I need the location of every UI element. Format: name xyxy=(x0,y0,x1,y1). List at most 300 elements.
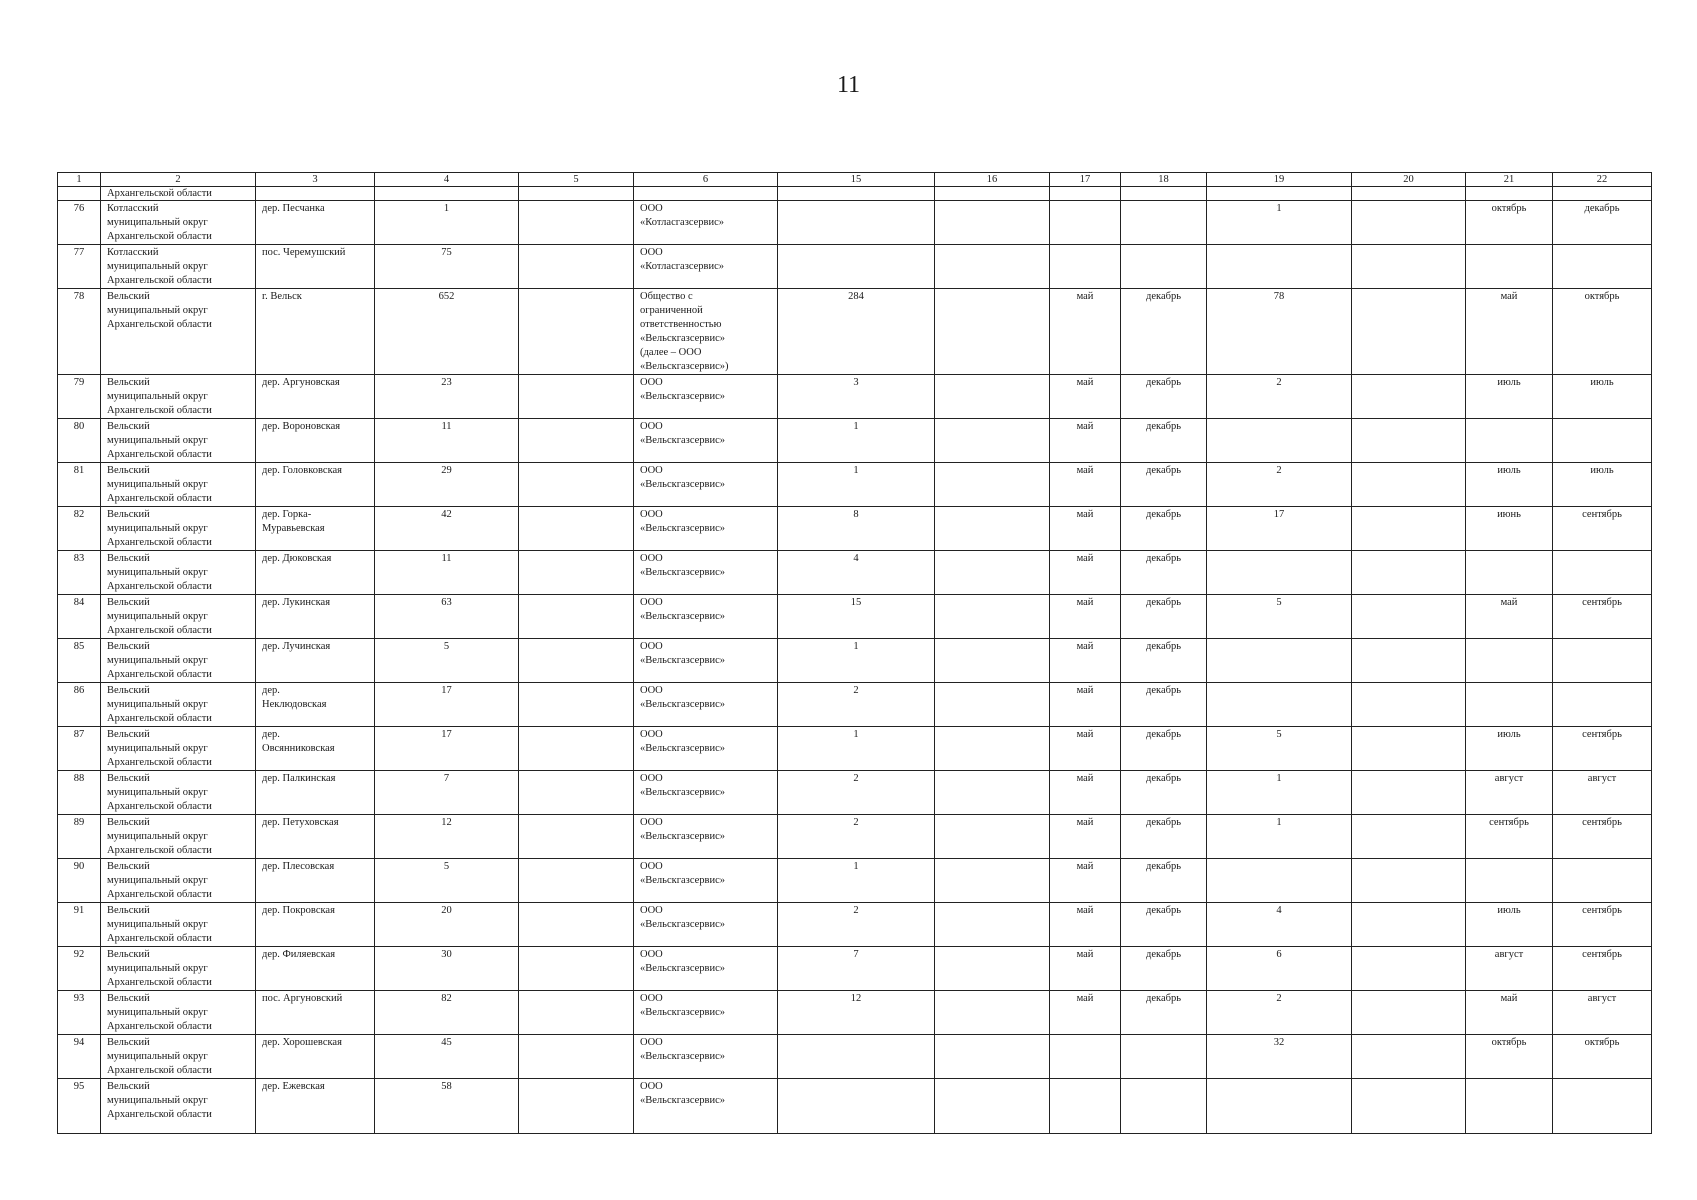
table-cell-col-16 xyxy=(935,727,1050,771)
cell-text: декабрь xyxy=(1146,993,1181,1004)
table-cell-col-5 xyxy=(519,771,634,815)
table-cell-col-22 xyxy=(1553,639,1652,683)
table-cell-col-20 xyxy=(1352,947,1466,991)
table-cell-col-19 xyxy=(1207,507,1352,551)
cell-text: август xyxy=(1494,949,1524,960)
table-cell-col-4 xyxy=(375,507,519,551)
cell-text: декабрь xyxy=(1146,421,1181,432)
cell-text: май xyxy=(1076,553,1094,564)
table-cell-col-15 xyxy=(778,1035,935,1079)
table-cell-col-22 xyxy=(1553,463,1652,507)
cell-text: 4 xyxy=(443,174,450,185)
cell-text: ООО «Вельскгазсервис» xyxy=(640,993,726,1018)
table-cell-col-18 xyxy=(1121,683,1207,727)
table-cell-col-22 xyxy=(1553,419,1652,463)
cell-text: 5 xyxy=(443,861,450,872)
table-cell-col-settlement xyxy=(256,991,375,1035)
cell-text: 90 xyxy=(73,861,85,872)
cell-text: октябрь xyxy=(1584,291,1620,302)
table-cell-col-22 xyxy=(1553,173,1652,187)
table-cell-col-20 xyxy=(1352,903,1466,947)
cell-text: декабрь xyxy=(1146,817,1181,828)
cell-text: 88 xyxy=(73,773,85,784)
cell-text: 6 xyxy=(1276,949,1282,960)
table-cell-col-municipality xyxy=(101,245,256,289)
cell-text: 93 xyxy=(73,993,85,1004)
table-cell-col-num xyxy=(58,727,101,771)
cell-text: дер. Палкинская xyxy=(262,773,336,784)
cell-text: 77 xyxy=(73,247,85,258)
table-cell-col-19 xyxy=(1207,1035,1352,1079)
table-cell-col-settlement xyxy=(256,595,375,639)
cell-text: май xyxy=(1076,421,1094,432)
cell-text: декабрь xyxy=(1146,861,1181,872)
table-cell-col-17 xyxy=(1050,859,1121,903)
cell-text: декабрь xyxy=(1146,553,1181,564)
cell-text: 80 xyxy=(73,421,85,432)
table-row xyxy=(58,595,1652,639)
cell-text: 85 xyxy=(73,641,85,652)
table-cell-col-18 xyxy=(1121,595,1207,639)
table-cell-col-19 xyxy=(1207,187,1352,201)
table-cell-col-21 xyxy=(1466,419,1553,463)
table-cell-col-17 xyxy=(1050,419,1121,463)
cell-text: 11 xyxy=(441,421,452,432)
table-row xyxy=(58,419,1652,463)
cell-text: 42 xyxy=(441,509,452,520)
table-cell-col-operator xyxy=(634,375,778,419)
table-cell-col-18 xyxy=(1121,639,1207,683)
cell-text: Вельский муниципальный округ Архангельской области xyxy=(107,993,212,1032)
table-cell-col-17 xyxy=(1050,815,1121,859)
table-cell-col-20 xyxy=(1352,639,1466,683)
table-row xyxy=(58,815,1652,859)
cell-text: 3 xyxy=(853,377,859,388)
table-cell-col-settlement xyxy=(256,245,375,289)
cell-text: ООО «Вельскгазсервис» xyxy=(640,597,726,622)
table-cell-col-18 xyxy=(1121,173,1207,187)
cell-text: 5 xyxy=(1276,729,1282,740)
table-cell-col-num xyxy=(58,173,101,187)
table-cell-col-22 xyxy=(1553,947,1652,991)
table-cell-col-municipality xyxy=(101,595,256,639)
cell-text: Архангельской области xyxy=(107,188,212,199)
table-cell-col-5 xyxy=(519,1035,634,1079)
table-cell-col-21 xyxy=(1466,551,1553,595)
table-cell-col-15 xyxy=(778,903,935,947)
cell-text: 1 xyxy=(853,641,859,652)
cell-text: май xyxy=(1076,729,1094,740)
table-cell-col-19 xyxy=(1207,683,1352,727)
cell-text: 2 xyxy=(1276,993,1282,1004)
table-cell-col-4 xyxy=(375,815,519,859)
table-cell-col-19 xyxy=(1207,991,1352,1035)
table-cell-col-16 xyxy=(935,201,1050,245)
cell-text: г. Вельск xyxy=(262,291,302,302)
table-cell-col-5 xyxy=(519,375,634,419)
cell-text: 1 xyxy=(853,421,859,432)
table-cell-col-21 xyxy=(1466,727,1553,771)
cell-text: Вельский муниципальный округ Архангельской области xyxy=(107,1081,212,1120)
table-cell-col-settlement xyxy=(256,375,375,419)
table-cell-col-22 xyxy=(1553,727,1652,771)
cell-text: май xyxy=(1076,291,1094,302)
table-cell-col-num xyxy=(58,903,101,947)
cell-text: 21 xyxy=(1503,174,1515,185)
table-cell-col-operator xyxy=(634,639,778,683)
table-cell-col-num xyxy=(58,815,101,859)
cell-text: дер. Ежевская xyxy=(262,1081,325,1092)
cell-text: 17 xyxy=(441,685,452,696)
table-cell-col-18 xyxy=(1121,187,1207,201)
table-cell-col-22 xyxy=(1553,815,1652,859)
table-row xyxy=(58,683,1652,727)
cell-text: ООО «Вельскгазсервис» xyxy=(640,1081,726,1106)
table-cell-col-operator xyxy=(634,201,778,245)
table-row xyxy=(58,551,1652,595)
table-cell-col-16 xyxy=(935,595,1050,639)
table-cell-col-settlement xyxy=(256,947,375,991)
cell-text: 20 xyxy=(441,905,452,916)
table-cell-col-18 xyxy=(1121,903,1207,947)
table-cell-col-5 xyxy=(519,551,634,595)
cell-text: 5 xyxy=(573,174,579,185)
cell-text: дер. Хорошевская xyxy=(262,1037,342,1048)
table-cell-col-settlement xyxy=(256,463,375,507)
cell-text: 2 xyxy=(1276,465,1282,476)
cell-text: сентябрь xyxy=(1582,905,1622,916)
cell-text: август xyxy=(1494,773,1524,784)
table-cell-col-15 xyxy=(778,375,935,419)
table-cell-col-15 xyxy=(778,859,935,903)
table-cell-col-num xyxy=(58,771,101,815)
table-cell-col-16 xyxy=(935,245,1050,289)
cell-text: май xyxy=(1076,949,1094,960)
cell-text: сентябрь xyxy=(1582,817,1622,828)
table-cell-col-15 xyxy=(778,683,935,727)
table-cell-col-16 xyxy=(935,639,1050,683)
cell-text: пос. Аргуновский xyxy=(262,993,343,1004)
table-cell-col-operator xyxy=(634,419,778,463)
cell-text: ООО «Вельскгазсервис» xyxy=(640,1037,726,1062)
table-cell-col-21 xyxy=(1466,201,1553,245)
table-cell-col-municipality xyxy=(101,463,256,507)
table-cell-col-num xyxy=(58,507,101,551)
cell-text: дер. Плесовская xyxy=(262,861,335,872)
cell-text: Вельский муниципальный округ Архангельской области xyxy=(107,949,212,988)
table-cell-col-num xyxy=(58,245,101,289)
table-cell-col-19 xyxy=(1207,903,1352,947)
table-cell-col-22 xyxy=(1553,859,1652,903)
cell-text: дер. Лучинская xyxy=(262,641,331,652)
table-cell-col-21 xyxy=(1466,947,1553,991)
cell-text: 15 xyxy=(850,597,862,608)
cell-text: ООО «Вельскгазсервис» xyxy=(640,949,726,974)
cell-text: декабрь xyxy=(1146,685,1181,696)
cell-text: 5 xyxy=(1276,597,1282,608)
table-cell-col-18 xyxy=(1121,375,1207,419)
table-body xyxy=(58,173,1652,1134)
cell-text: ООО «Вельскгазсервис» xyxy=(640,817,726,842)
cell-text: 1 xyxy=(1276,203,1282,214)
table-cell-col-17 xyxy=(1050,991,1121,1035)
cell-text: 29 xyxy=(441,465,452,476)
table-cell-col-20 xyxy=(1352,551,1466,595)
cell-text: 17 xyxy=(1273,509,1285,520)
table-cell-col-municipality xyxy=(101,375,256,419)
cell-text: Вельский муниципальный округ Архангельской области xyxy=(107,553,212,592)
table-header-row xyxy=(58,173,1652,187)
table-cell-col-16 xyxy=(935,463,1050,507)
cell-text: 17 xyxy=(441,729,452,740)
table-cell-col-19 xyxy=(1207,859,1352,903)
table-cell-col-19 xyxy=(1207,1079,1352,1134)
table-cell-col-20 xyxy=(1352,683,1466,727)
cell-text: дер. Горка- Муравьевская xyxy=(262,509,325,534)
table-cell-col-18 xyxy=(1121,815,1207,859)
table-cell-col-22 xyxy=(1553,771,1652,815)
table-continuation-row xyxy=(58,187,1652,201)
table-cell-col-22 xyxy=(1553,1079,1652,1134)
table-cell-col-18 xyxy=(1121,245,1207,289)
table-cell-col-22 xyxy=(1553,289,1652,375)
table-cell-col-settlement xyxy=(256,859,375,903)
table-cell-col-16 xyxy=(935,289,1050,375)
table-cell-col-22 xyxy=(1553,507,1652,551)
table-cell-col-17 xyxy=(1050,727,1121,771)
cell-text: май xyxy=(1076,465,1094,476)
table-cell-col-municipality xyxy=(101,187,256,201)
table-cell-col-22 xyxy=(1553,595,1652,639)
table-cell-col-18 xyxy=(1121,551,1207,595)
table-cell-col-18 xyxy=(1121,991,1207,1035)
table-cell-col-19 xyxy=(1207,727,1352,771)
table-cell-col-5 xyxy=(519,187,634,201)
cell-text: дер. Филяевская xyxy=(262,949,336,960)
cell-text: дер. Аргуновская xyxy=(262,377,340,388)
cell-text: ООО «Вельскгазсервис» xyxy=(640,553,726,578)
cell-text: дер. Вороновская xyxy=(262,421,341,432)
cell-text: 7 xyxy=(853,949,859,960)
table-row xyxy=(58,375,1652,419)
cell-text: май xyxy=(1076,861,1094,872)
cell-text: 82 xyxy=(73,509,85,520)
table-cell-col-21 xyxy=(1466,595,1553,639)
cell-text: Вельский муниципальный округ Архангельской области xyxy=(107,905,212,944)
cell-text: 1 xyxy=(853,861,859,872)
cell-text: 1 xyxy=(443,203,450,214)
cell-text: ООО «Котласгазсервис» xyxy=(640,247,725,272)
table-cell-col-17 xyxy=(1050,173,1121,187)
table-cell-col-15 xyxy=(778,727,935,771)
table-cell-col-17 xyxy=(1050,507,1121,551)
cell-text: дер. Дюковская xyxy=(262,553,332,564)
table-cell-col-22 xyxy=(1553,245,1652,289)
cell-text: июль xyxy=(1590,465,1614,476)
table-cell-col-19 xyxy=(1207,771,1352,815)
cell-text: 1 xyxy=(1276,817,1282,828)
table-cell-col-20 xyxy=(1352,375,1466,419)
table-cell-col-20 xyxy=(1352,173,1466,187)
table-cell-col-17 xyxy=(1050,947,1121,991)
cell-text: 284 xyxy=(848,291,864,302)
table-cell-col-22 xyxy=(1553,375,1652,419)
table-row xyxy=(58,771,1652,815)
cell-text: ООО «Вельскгазсервис» xyxy=(640,685,726,710)
table-cell-col-4 xyxy=(375,1035,519,1079)
table-cell-col-4 xyxy=(375,683,519,727)
cell-text: октябрь xyxy=(1584,1037,1620,1048)
table-cell-col-18 xyxy=(1121,947,1207,991)
table-cell-col-15 xyxy=(778,173,935,187)
table-cell-col-municipality xyxy=(101,173,256,187)
table-cell-col-20 xyxy=(1352,201,1466,245)
cell-text: 22 xyxy=(1596,174,1608,185)
table-cell-col-19 xyxy=(1207,173,1352,187)
cell-text: 94 xyxy=(73,1037,85,1048)
table-cell-col-settlement xyxy=(256,507,375,551)
table-cell-col-16 xyxy=(935,375,1050,419)
cell-text: декабрь xyxy=(1146,729,1181,740)
cell-text: 12 xyxy=(441,817,452,828)
table-cell-col-17 xyxy=(1050,463,1121,507)
table-cell-col-5 xyxy=(519,507,634,551)
table-cell-col-5 xyxy=(519,463,634,507)
cell-text: Вельский муниципальный округ Архангельской области xyxy=(107,377,212,416)
cell-text: октябрь xyxy=(1491,1037,1527,1048)
table-cell-col-20 xyxy=(1352,771,1466,815)
cell-text: 1 xyxy=(76,174,82,185)
table-cell-col-20 xyxy=(1352,245,1466,289)
cell-text: май xyxy=(1076,597,1094,608)
cell-text: Вельский муниципальный округ Архангельской области xyxy=(107,465,212,504)
cell-text: май xyxy=(1076,773,1094,784)
cell-text: 1 xyxy=(853,465,859,476)
table-cell-col-20 xyxy=(1352,991,1466,1035)
cell-text: Вельский муниципальный округ Архангельской области xyxy=(107,597,212,636)
table-cell-col-21 xyxy=(1466,859,1553,903)
table-row xyxy=(58,1079,1652,1134)
table-cell-col-18 xyxy=(1121,419,1207,463)
cell-text: 16 xyxy=(986,174,998,185)
table-cell-col-21 xyxy=(1466,463,1553,507)
cell-text: 92 xyxy=(73,949,85,960)
cell-text: 86 xyxy=(73,685,85,696)
table-cell-col-16 xyxy=(935,173,1050,187)
cell-text: 78 xyxy=(73,291,85,302)
cell-text: 30 xyxy=(441,949,452,960)
table-cell-col-operator xyxy=(634,815,778,859)
cell-text: 89 xyxy=(73,817,85,828)
table-cell-col-operator xyxy=(634,727,778,771)
cell-text: 2 xyxy=(1276,377,1282,388)
table-cell-col-4 xyxy=(375,771,519,815)
table-cell-col-17 xyxy=(1050,683,1121,727)
cell-text: декабрь xyxy=(1146,949,1181,960)
cell-text: май xyxy=(1500,597,1518,608)
cell-text: 15 xyxy=(850,174,862,185)
cell-text: 2 xyxy=(853,817,859,828)
table-cell-col-municipality xyxy=(101,201,256,245)
table-row xyxy=(58,727,1652,771)
table-cell-col-20 xyxy=(1352,815,1466,859)
table-row xyxy=(58,463,1652,507)
table-cell-col-operator xyxy=(634,991,778,1035)
cell-text: июль xyxy=(1590,377,1614,388)
table-cell-col-5 xyxy=(519,595,634,639)
table-cell-col-num xyxy=(58,595,101,639)
table-cell-col-num xyxy=(58,201,101,245)
table-cell-col-16 xyxy=(935,187,1050,201)
table-cell-col-4 xyxy=(375,463,519,507)
table-cell-col-22 xyxy=(1553,551,1652,595)
table-cell-col-5 xyxy=(519,639,634,683)
table-cell-col-num xyxy=(58,463,101,507)
cell-text: Вельский муниципальный округ Архангельской области xyxy=(107,861,212,900)
cell-text: 84 xyxy=(73,597,85,608)
table-cell-col-17 xyxy=(1050,375,1121,419)
table-cell-col-16 xyxy=(935,859,1050,903)
table-row xyxy=(58,201,1652,245)
table-cell-col-municipality xyxy=(101,859,256,903)
table-row xyxy=(58,507,1652,551)
table-cell-col-municipality xyxy=(101,771,256,815)
table-cell-col-15 xyxy=(778,201,935,245)
table-cell-col-5 xyxy=(519,1079,634,1134)
table-cell-col-16 xyxy=(935,815,1050,859)
cell-text: 87 xyxy=(73,729,85,740)
cell-text: дер. Головковская xyxy=(262,465,343,476)
table-row xyxy=(58,1035,1652,1079)
table-cell-col-settlement xyxy=(256,173,375,187)
cell-text: 78 xyxy=(1273,291,1285,302)
cell-text: 1 xyxy=(1276,773,1282,784)
table-cell-col-18 xyxy=(1121,289,1207,375)
cell-text: 11 xyxy=(441,553,452,564)
table-cell-col-22 xyxy=(1553,683,1652,727)
cell-text: август xyxy=(1587,773,1617,784)
cell-text: 82 xyxy=(441,993,452,1004)
cell-text: май xyxy=(1076,685,1094,696)
table-cell-col-num xyxy=(58,1079,101,1134)
table-cell-col-municipality xyxy=(101,1035,256,1079)
cell-text: 2 xyxy=(853,905,859,916)
cell-text: пос. Черемушский xyxy=(262,247,346,258)
cell-text: июль xyxy=(1497,905,1521,916)
cell-text: 12 xyxy=(850,993,862,1004)
table-cell-col-operator xyxy=(634,1079,778,1134)
cell-text: сентябрь xyxy=(1489,817,1529,828)
cell-text: 3 xyxy=(312,174,318,185)
cell-text: сентябрь xyxy=(1582,509,1622,520)
cell-text: декабрь xyxy=(1146,773,1181,784)
cell-text: Вельский муниципальный округ Архангельской области xyxy=(107,421,212,460)
cell-text: декабрь xyxy=(1146,597,1181,608)
table-cell-col-municipality xyxy=(101,419,256,463)
table-cell-col-19 xyxy=(1207,245,1352,289)
table-row xyxy=(58,859,1652,903)
cell-text: 20 xyxy=(1403,174,1414,185)
table-cell-col-operator xyxy=(634,507,778,551)
cell-text: дер. Лукинская xyxy=(262,597,331,608)
table-cell-col-operator xyxy=(634,683,778,727)
cell-text: 2 xyxy=(175,174,181,185)
table-cell-col-15 xyxy=(778,187,935,201)
table-cell-col-settlement xyxy=(256,1079,375,1134)
cell-text: Вельский муниципальный округ Архангельской области xyxy=(107,729,212,768)
table-cell-col-operator xyxy=(634,463,778,507)
table-cell-col-15 xyxy=(778,507,935,551)
